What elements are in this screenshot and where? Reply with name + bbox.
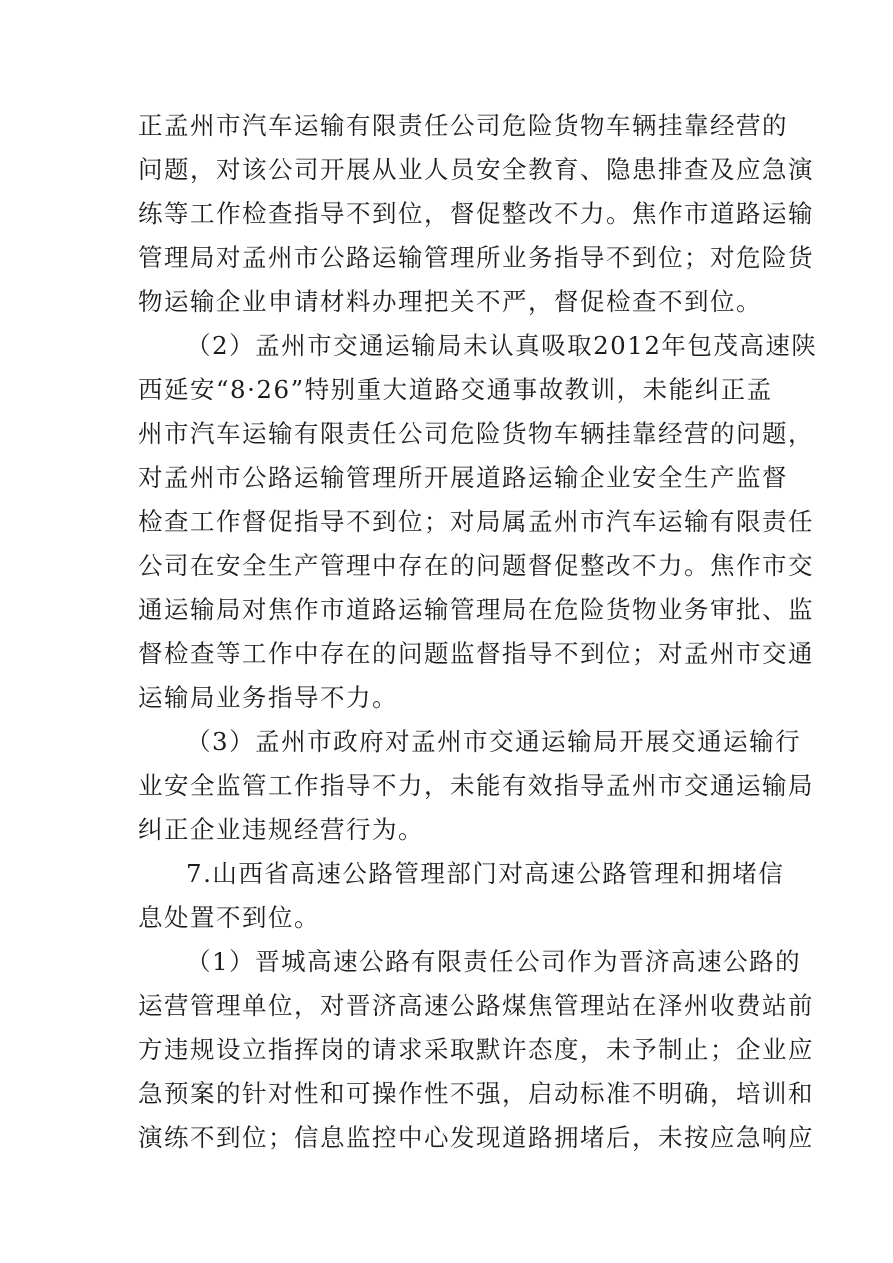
text-line: 正孟州市汽车运输有限责任公司危险货物车辆挂靠经营的 <box>138 111 788 140</box>
text-line: 西延安“8·26”特别重大道路交通事故教训，未能纠正孟 <box>138 375 773 404</box>
text-line: 州市汽车运输有限责任公司危险货物车辆挂靠经营的问题， <box>138 419 814 448</box>
paragraph-start-line: （1）晋城高速公路有限责任公司作为晋济高速公路的 <box>186 947 802 976</box>
paragraph-start-line: （2）孟州市交通运输局未认真吸取2012年包茂高速陕 <box>186 331 818 360</box>
section-heading-line: 息处置不到位。 <box>138 903 320 932</box>
text-line: 问题，对该公司开展从业人员安全教育、隐患排查及应急演 <box>138 155 814 184</box>
text-line: 演练不到位；信息监控中心发现道路拥堵后，未按应急响应 <box>138 1123 814 1152</box>
paragraph-start-line: （3）孟州市政府对孟州市交通运输局开展交通运输行 <box>186 727 802 756</box>
text-line: 通运输局对焦作市道路运输管理局在危险货物业务审批、监 <box>138 595 814 624</box>
text-line: 方违规设立指挥岗的请求采取默许态度，未予制止；企业应 <box>138 1035 814 1064</box>
text-line: 检查工作督促指导不到位；对局属孟州市汽车运输有限责任 <box>138 507 814 536</box>
text-line: 练等工作检查指导不到位，督促整改不力。焦作市道路运输 <box>138 199 814 228</box>
text-line: 运营管理单位，对晋济高速公路煤焦管理站在泽州收费站前 <box>138 991 814 1020</box>
text-line: 物运输企业申请材料办理把关不严，督促检查不到位。 <box>138 287 762 316</box>
text-line: 管理局对孟州市公路运输管理所业务指导不到位；对危险货 <box>138 243 814 272</box>
text-line: 运输局业务指导不力。 <box>138 683 398 712</box>
text-line: 对孟州市公路运输管理所开展道路运输企业安全生产监督 <box>138 463 788 492</box>
text-line: 纠正企业违规经营行为。 <box>138 815 424 844</box>
text-line: 公司在安全生产管理中存在的问题督促整改不力。焦作市交 <box>138 551 814 580</box>
text-line: 急预案的针对性和可操作性不强，启动标准不明确，培训和 <box>138 1079 814 1108</box>
text-line: 业安全监管工作指导不力，未能有效指导孟州市交通运输局 <box>138 771 814 800</box>
text-line: 督检查等工作中存在的问题监督指导不到位；对孟州市交通 <box>138 639 814 668</box>
section-heading-line: 7.山西省高速公路管理部门对高速公路管理和拥堵信 <box>186 859 785 888</box>
